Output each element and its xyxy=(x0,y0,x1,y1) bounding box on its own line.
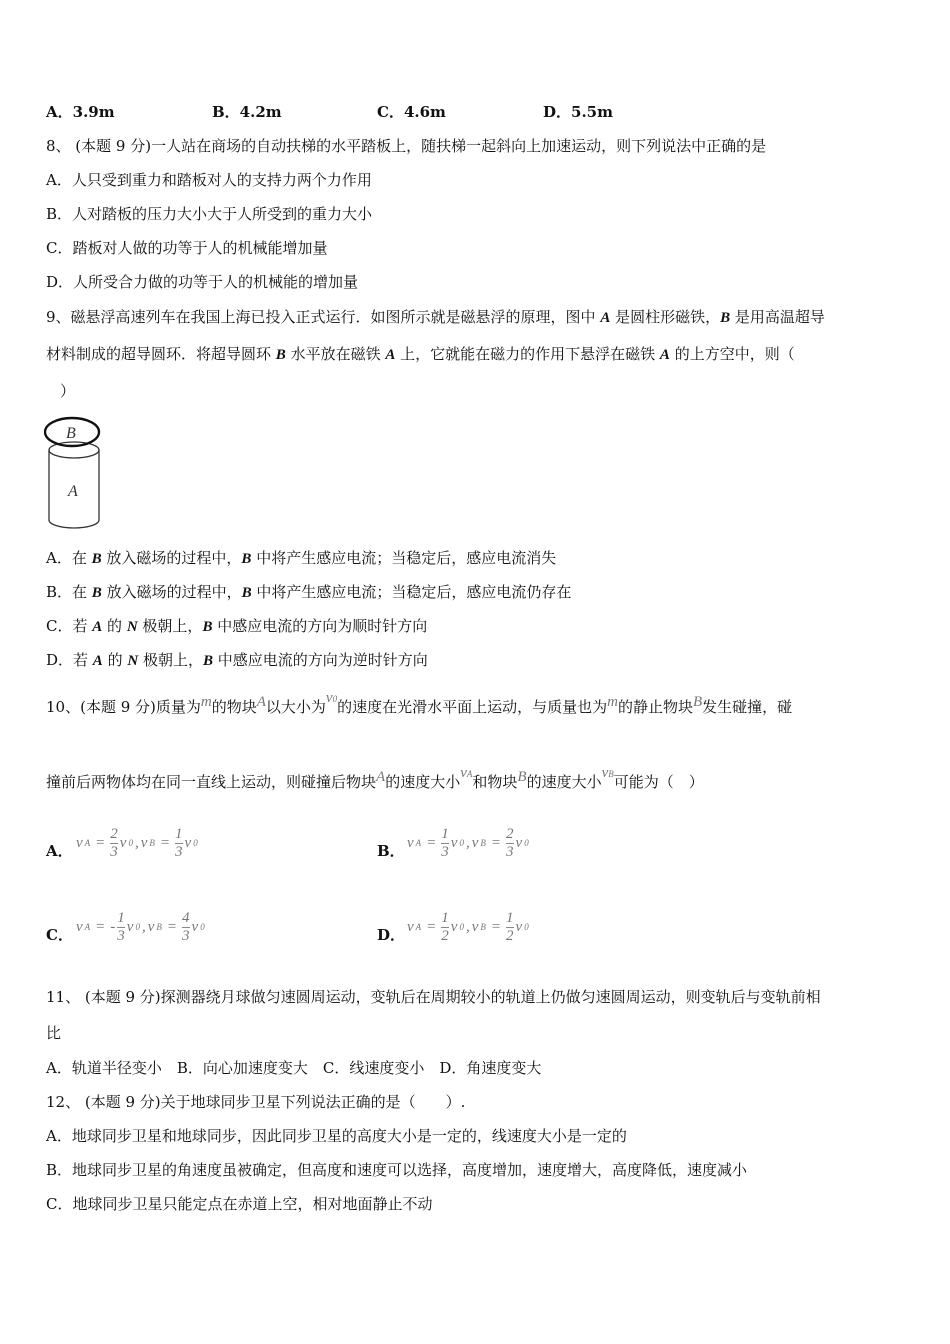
q9-option-d: D．若 A 的 N 极朝上，B 中感应电流的方向为逆时针方向 xyxy=(46,651,428,669)
q10-option-d-formula: v A = $\frac{1}{2}$ v 0 , v B = $\frac{1}{2}$ v 0 xyxy=(407,909,529,944)
q10-option-b: B． v A = $\frac{1}{3}$ v 0 , v B = $\frac{2}{3}$ v 0 xyxy=(377,825,529,860)
q9-option-b: B．在 B 放入磁场的过程中，B 中将产生感应电流；当稳定后，感应电流仍存在 xyxy=(46,583,572,601)
q9-stem-line1: 9、磁悬浮高速列车在我国上海已投入正式运行．如图所示就是磁悬浮的原理，图中 A 是圆柱形磁铁，B 是用高温超导 xyxy=(46,308,825,326)
q8-option-c: C．踏板对人做的功等于人的机械能增加量 xyxy=(46,239,328,257)
q10-option-d: D． v A = $\frac{1}{2}$ v 0 , v B = $\frac{1}{2}$ v 0 xyxy=(377,909,529,944)
q9-stem-line3: ） xyxy=(60,382,76,400)
q8-option-d: D．人所受合力做的功等于人的机械能的增加量 xyxy=(46,273,359,291)
q10-stem-line1: 10、(本题 9 分)质量为m的物块A以大小为v0的速度在光滑水平面上运动，与质量也为m的静止物块B发生碰撞，碰 xyxy=(46,690,793,716)
q9-stem-line2: 材料制成的超导圆环．将超导圆环 B 水平放在磁铁 A 上，它就能在磁力的作用下悬浮在磁铁 A 的上方空中，则（ xyxy=(46,345,795,363)
q8-stem: 8、 (本题 9 分)一人站在商场的自动扶梯的水平踏板上，随扶梯一起斜向上加速运动，则下列说法中正确的是 xyxy=(46,137,767,155)
q10-option-c-formula: v A = - $\frac{1}{3}$ v 0 , v B = $\frac{4}{3}$ v 0 xyxy=(76,909,205,944)
figure-label-a: A xyxy=(68,483,78,500)
q12-stem: 12、 (本题 9 分)关于地球同步卫星下列说法正确的是（ ）. xyxy=(46,1093,466,1111)
q10-option-a: A． v A = $\frac{2}{3}$ v 0 , v B = $\frac{1}{3}$ v 0 xyxy=(46,825,198,860)
q8-option-a: A．人只受到重力和踏板对人的支持力两个力作用 xyxy=(46,171,372,189)
q9-figure xyxy=(44,414,108,532)
q8-option-b: B．人对踏板的压力大小大于人所受到的重力大小 xyxy=(46,205,373,223)
q10-option-b-formula: v A = $\frac{1}{3}$ v 0 , v B = $\frac{2}{3}$ v 0 xyxy=(407,825,529,860)
q10-stem-line2: 撞前后两物体均在同一直线上运动，则碰撞后物块A的速度大小vA和物块B的速度大小vB可能为（ ） xyxy=(46,765,704,791)
q9-option-a: A．在 B 放入磁场的过程中，B 中将产生感应电流；当稳定后，感应电流消失 xyxy=(46,549,557,567)
q11-stem-line1: 11、 (本题 9 分)探测器绕月球做匀速圆周运动，变轨后在周期较小的轨道上仍做匀速圆周运动，则变轨后与变轨前相 xyxy=(46,988,821,1006)
q7-option-c: C．4.6m xyxy=(377,103,446,121)
q11-stem-line2: 比 xyxy=(46,1024,62,1042)
figure-label-b: B xyxy=(66,425,76,442)
q7-option-d: D．5.5m xyxy=(543,103,613,121)
q12-option-c: C．地球同步卫星只能定点在赤道上空，相对地面静止不动 xyxy=(46,1195,433,1213)
q10-option-a-formula: v A = $\frac{2}{3}$ v 0 , v B = $\frac{1}{3}$ v 0 xyxy=(76,825,198,860)
q9-option-c: C．若 A 的 N 极朝上，B 中感应电流的方向为顺时针方向 xyxy=(46,617,428,635)
q7-option-a: A．3.9m xyxy=(46,103,115,121)
q12-option-a: A．地球同步卫星和地球同步，因此同步卫星的高度大小是一定的，线速度大小是一定的 xyxy=(46,1127,627,1145)
q7-option-b: B．4.2m xyxy=(212,103,282,121)
q11-options: A．轨道半径变小 B．向心加速度变大 C．线速度变小 D．角速度变大 xyxy=(46,1059,542,1077)
q10-option-c: C． v A = - $\frac{1}{3}$ v 0 , v B = $\frac{4}{3}$ v 0 xyxy=(46,909,205,944)
magnet-ring-diagram xyxy=(44,414,108,532)
q12-option-b: B．地球同步卫星的角速度虽被确定，但高度和速度可以选择，高度增加，速度增大，高度降低，速度减小 xyxy=(46,1161,748,1179)
